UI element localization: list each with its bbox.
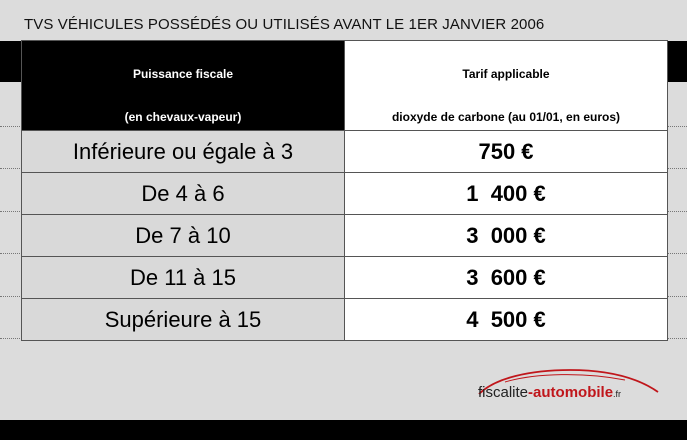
table-row [22, 215, 668, 257]
tarif-cell: 1 400 € [345, 173, 668, 215]
puissance-cell: Supérieure à 15 [22, 299, 345, 341]
header-left-line2: (en chevaux-vapeur) [124, 110, 242, 124]
puissance-cell: De 7 à 10 [22, 215, 345, 257]
logo-part-automobile: automobile [533, 384, 614, 401]
tarif-cell: 750 € [345, 131, 668, 173]
header-right-line2: dioxyde de carbone (au 01/01, en euros) [391, 110, 621, 124]
dotted-guide [0, 296, 22, 297]
dotted-guide [0, 126, 22, 127]
header-left-line1: Puissance fiscale [132, 67, 234, 81]
header-puissance-fiscale [22, 41, 345, 131]
header-right-line1: Tarif applicable [462, 67, 550, 81]
page-title: TVS VÉHICULES POSSÉDÉS OU UTILISÉS AVANT LE 1ER JANVIER 2006 [24, 16, 545, 33]
table-row [22, 173, 668, 215]
fiscalite-automobile-logo[interactable] [475, 364, 665, 404]
tarif-cell: 4 500 € [345, 299, 668, 341]
logo-dash: - [528, 384, 534, 401]
header-tarif-applicable [345, 41, 668, 131]
dotted-guide [668, 168, 687, 169]
dotted-guide [668, 211, 687, 212]
logo-wordmark [478, 384, 621, 401]
puissance-cell: Inférieure ou égale à 3 [22, 131, 345, 173]
logo-part-fiscalite: fiscalite [478, 384, 529, 401]
tarif-cell: 3 600 € [345, 257, 668, 299]
dotted-guide [0, 211, 22, 212]
tvs-rate-table [21, 40, 668, 341]
dotted-guide [668, 338, 687, 339]
dotted-guide [0, 168, 22, 169]
dotted-guide [0, 338, 22, 339]
right-black-band [668, 41, 687, 82]
dotted-guide [668, 296, 687, 297]
left-black-band [0, 41, 22, 82]
puissance-cell: De 4 à 6 [22, 173, 345, 215]
table-row [22, 257, 668, 299]
tarif-cell: 3 000 € [345, 215, 668, 257]
table-header-row [22, 41, 668, 131]
table-row [22, 299, 668, 341]
dotted-guide [668, 253, 687, 254]
dotted-guide [668, 126, 687, 127]
table-row [22, 131, 668, 173]
logo-suffix-fr: .fr [613, 389, 622, 399]
dotted-guide [0, 253, 22, 254]
puissance-cell: De 11 à 15 [22, 257, 345, 299]
bottom-black-band [0, 420, 687, 440]
